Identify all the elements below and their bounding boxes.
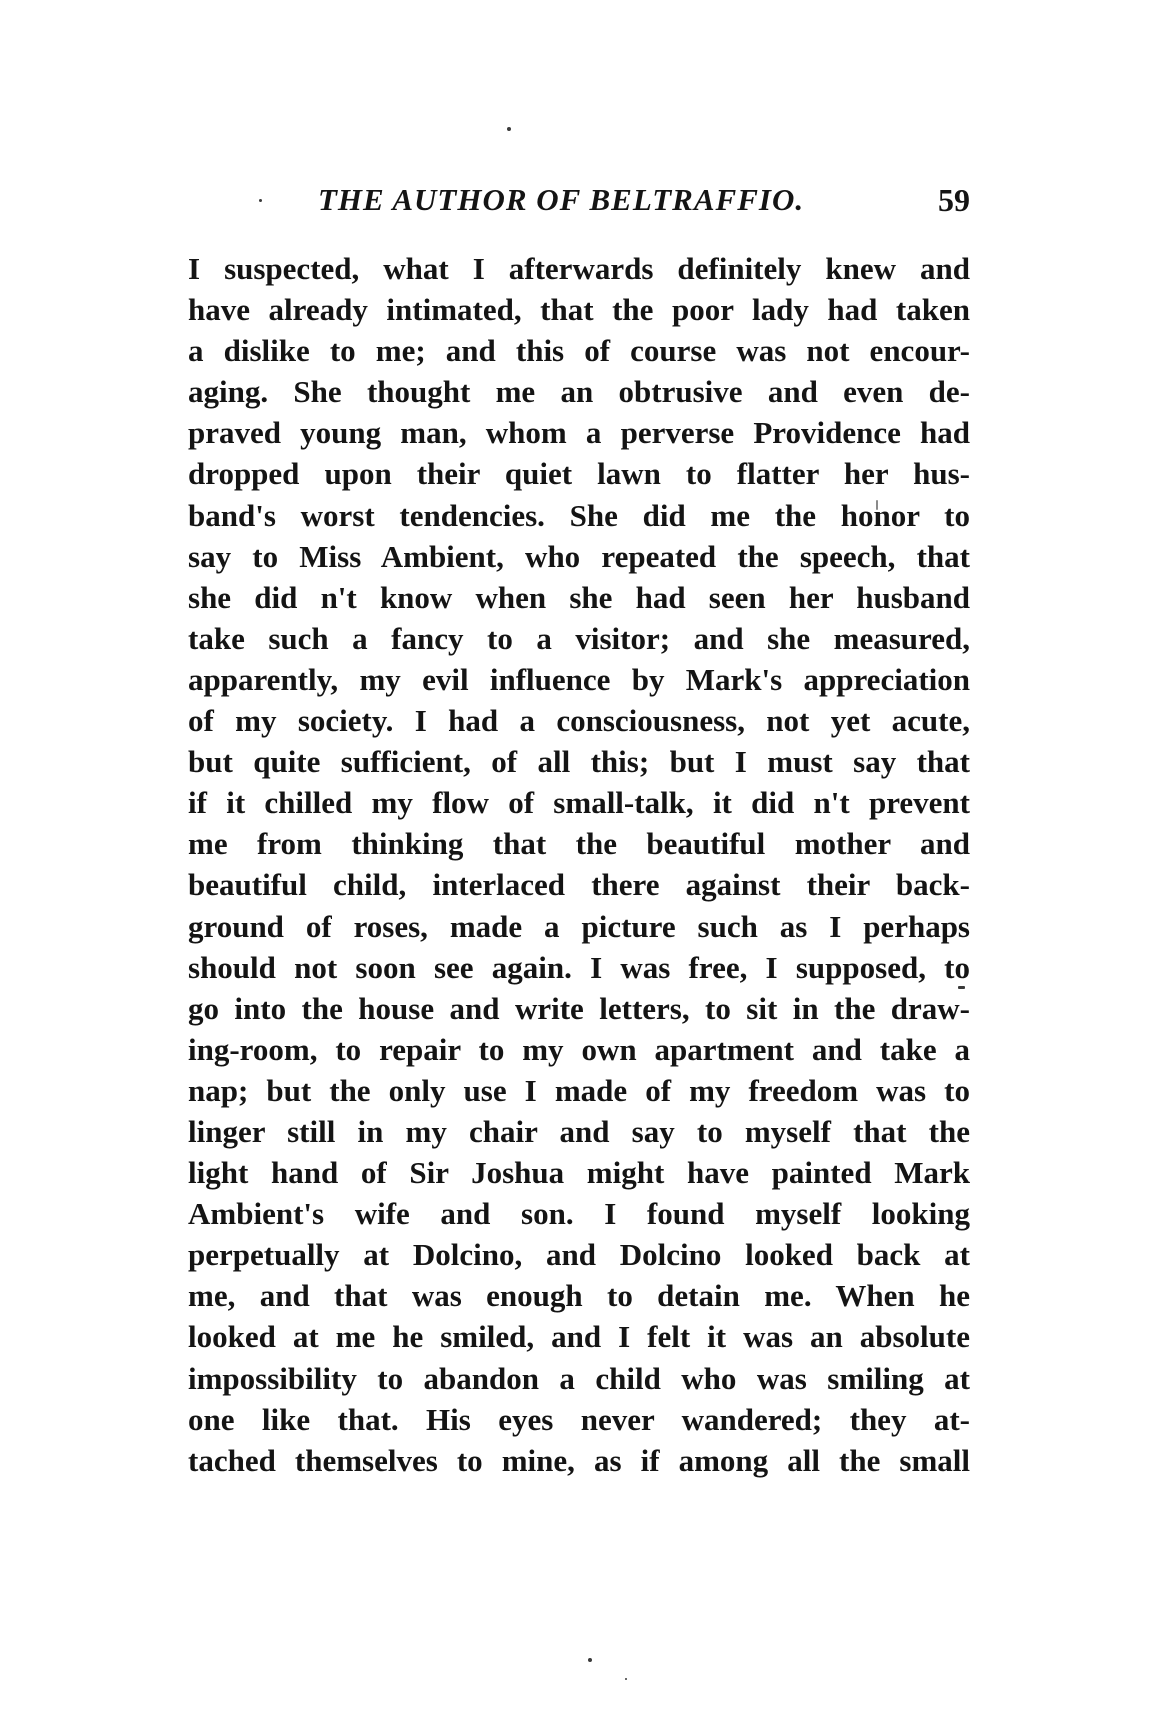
ink-speck xyxy=(625,1678,627,1680)
text-line: tached themselves to mine, as if among all the small xyxy=(188,1442,970,1478)
text-line: have already intimated, that the poor lady had taken xyxy=(188,292,970,328)
text-line: band's worst tendencies. She did me the honor to xyxy=(188,497,970,533)
text-line: looked at me he smiled, and I felt it was an absolute xyxy=(188,1319,970,1355)
text-line: take such a fancy to a visitor; and she measured, xyxy=(188,620,970,656)
text-line: should not soon see again. I was free, I supposed, to xyxy=(188,949,970,985)
running-head xyxy=(188,180,970,230)
text-line: one like that. His eyes never wandered; they at- xyxy=(188,1401,970,1437)
text-line: me from thinking that the beautiful mother and xyxy=(188,826,970,862)
ink-speck xyxy=(507,127,511,131)
text-line: but quite sufficient, of all this; but I must say that xyxy=(188,744,970,780)
text-line: of my society. I had a consciousness, not yet acute, xyxy=(188,703,970,739)
text-line: if it chilled my flow of small-talk, it did n't prevent xyxy=(188,785,970,821)
text-line: she did n't know when she had seen her husband xyxy=(188,579,970,615)
text-line: I suspected, what I afterwards definitely knew and xyxy=(188,251,970,286)
text-line: beautiful child, interlaced there against their back- xyxy=(188,867,970,903)
text-line: apparently, my evil influence by Mark's appreciation xyxy=(188,661,970,697)
page-number: 59 xyxy=(938,182,970,218)
text-line: dropped upon their quiet lawn to flatter her hus- xyxy=(188,456,970,492)
text-line: aging. She thought me an obtrusive and even de- xyxy=(188,374,970,410)
text-line: go into the house and write letters, to sit in the draw- xyxy=(188,990,970,1026)
text-line: ing-room, to repair to my own apartment and take a xyxy=(188,1031,970,1067)
text-line: nap; but the only use I made of my freedom was to xyxy=(188,1072,970,1108)
body-text xyxy=(188,248,970,1481)
text-line: ground of roses, made a picture such as I perhaps xyxy=(188,908,970,944)
running-head-title: THE AUTHOR OF BELTRAFFIO. xyxy=(318,182,805,217)
text-line: a dislike to me; and this of course was not encour- xyxy=(188,333,970,369)
text-line: me, and that was enough to detain me. When he xyxy=(188,1278,970,1314)
text-line: praved young man, whom a perverse Providence had xyxy=(188,415,970,451)
ink-speck xyxy=(588,1658,592,1662)
text-line: linger still in my chair and say to myself that the xyxy=(188,1113,970,1149)
text-line: impossibility to abandon a child who was smiling at xyxy=(188,1360,970,1396)
text-line: perpetually at Dolcino, and Dolcino looked back at xyxy=(188,1237,970,1273)
text-line: say to Miss Ambient, who repeated the speech, that xyxy=(188,538,970,574)
text-line: Ambient's wife and son. I found myself looking xyxy=(188,1196,970,1232)
text-line: light hand of Sir Joshua might have painted Mark xyxy=(188,1155,970,1191)
